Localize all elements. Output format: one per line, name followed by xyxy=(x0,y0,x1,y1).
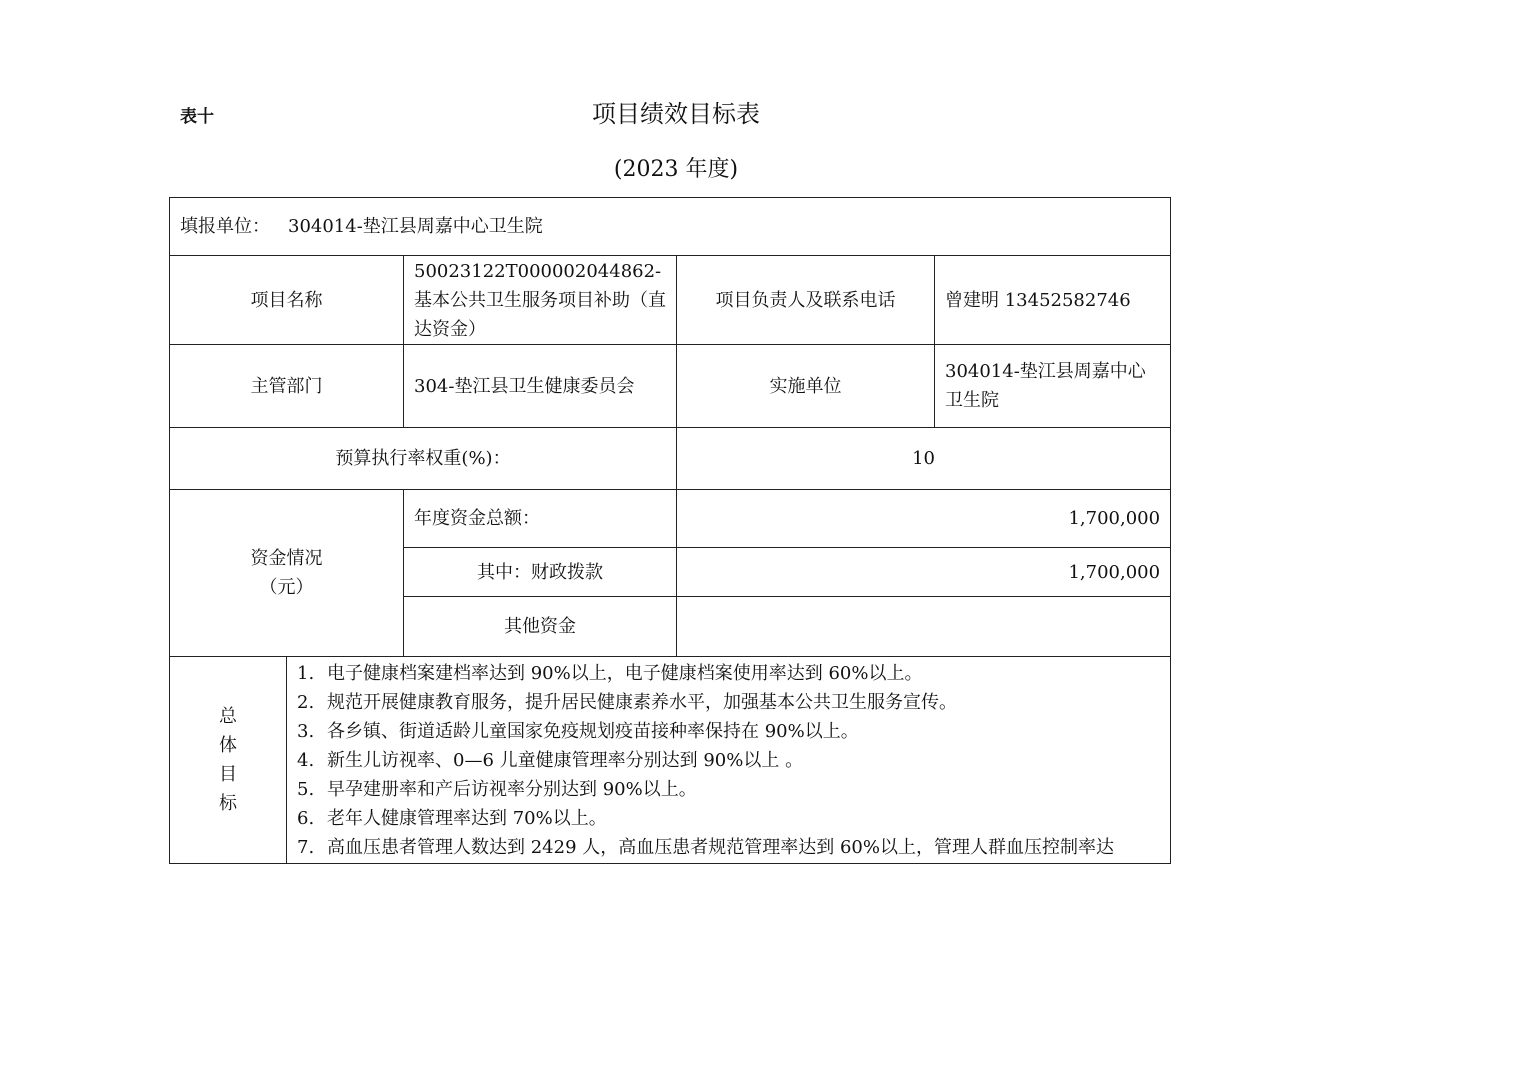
list-item xyxy=(297,688,1162,717)
page-title: 项目绩效目标表 xyxy=(592,100,760,128)
budget-rate-value: 10 xyxy=(677,428,1171,490)
goals-label-char: 标 xyxy=(219,793,237,814)
list-item-text: 电子健康档案建档率达到 90%以上，电子健康档案使用率达到 60%以上。 xyxy=(327,663,923,684)
list-item xyxy=(297,659,1162,688)
unit-label: 填报单位： xyxy=(180,216,270,237)
list-item xyxy=(297,746,1162,775)
list-item-number: 7. xyxy=(297,837,315,858)
list-item xyxy=(297,717,1162,746)
project-name-label: 项目名称 xyxy=(170,256,404,345)
list-item-text: 新生儿访视率、0—6 儿童健康管理率分别达到 90%以上 。 xyxy=(327,750,804,771)
list-item-text: 高血压患者管理人数达到 2429 人，高血压患者规范管理率达到 60%以上，管理人群血压控制率达 xyxy=(327,837,1114,858)
goals-list xyxy=(287,657,1171,864)
budget-rate-row xyxy=(170,428,1171,490)
fund-fiscal-label: 其中：财政拨款 xyxy=(404,548,677,597)
fund-total-value: 1,700,000 xyxy=(677,490,1171,548)
department-label: 主管部门 xyxy=(170,345,404,428)
list-item-number: 6. xyxy=(297,808,315,829)
impl-unit-label: 实施单位 xyxy=(677,345,935,428)
table-tag: 表十 xyxy=(180,107,214,127)
project-name-value: 50023122T000002044862-基本公共卫生服务项目补助（直达资金） xyxy=(404,256,677,345)
fund-total-row xyxy=(170,490,1171,548)
unit-row xyxy=(170,198,1171,256)
impl-unit-value: 304014-垫江县周嘉中心卫生院 xyxy=(935,345,1171,428)
goals-row xyxy=(170,657,1171,864)
unit-cell xyxy=(170,198,1171,256)
page-subtitle: (2023 年度) xyxy=(613,157,739,182)
list-item xyxy=(297,775,1162,804)
department-value: 304-垫江县卫生健康委员会 xyxy=(404,345,677,428)
project-contact-value: 曾建明 13452582746 xyxy=(935,256,1171,345)
list-item-number: 3. xyxy=(297,721,315,742)
funds-unit: （元） xyxy=(259,577,314,598)
list-item-text: 规范开展健康教育服务，提升居民健康素养水平，加强基本公共卫生服务宣传。 xyxy=(327,692,957,713)
budget-rate-label: 预算执行率权重(%)： xyxy=(170,428,677,490)
performance-table xyxy=(169,197,1171,864)
fund-other-label: 其他资金 xyxy=(404,597,677,657)
project-contact-label: 项目负责人及联系电话 xyxy=(677,256,935,345)
list-item-number: 5. xyxy=(297,779,315,800)
goals-label xyxy=(170,657,287,864)
list-item-number: 1. xyxy=(297,663,315,684)
goals-label-char: 总 xyxy=(219,706,237,727)
list-item-number: 2. xyxy=(297,692,315,713)
goals-label-char: 目 xyxy=(219,764,237,785)
unit-value: 304014-垫江县周嘉中心卫生院 xyxy=(288,216,543,237)
list-item-text: 早孕建册率和产后访视率分别达到 90%以上。 xyxy=(327,779,697,800)
fund-fiscal-value: 1,700,000 xyxy=(677,548,1171,597)
department-row xyxy=(170,345,1171,428)
list-item xyxy=(297,804,1162,833)
goals-label-char: 体 xyxy=(219,735,237,756)
funds-label-cell xyxy=(170,490,404,657)
project-row xyxy=(170,256,1171,345)
list-item-text: 老年人健康管理率达到 70%以上。 xyxy=(327,808,607,829)
list-item xyxy=(297,833,1162,862)
list-item-text: 各乡镇、街道适龄儿童国家免疫规划疫苗接种率保持在 90%以上。 xyxy=(327,721,859,742)
fund-other-value xyxy=(677,597,1171,657)
fund-total-label: 年度资金总额： xyxy=(404,490,677,548)
list-item-number: 4. xyxy=(297,750,315,771)
funds-label: 资金情况 xyxy=(250,548,323,569)
